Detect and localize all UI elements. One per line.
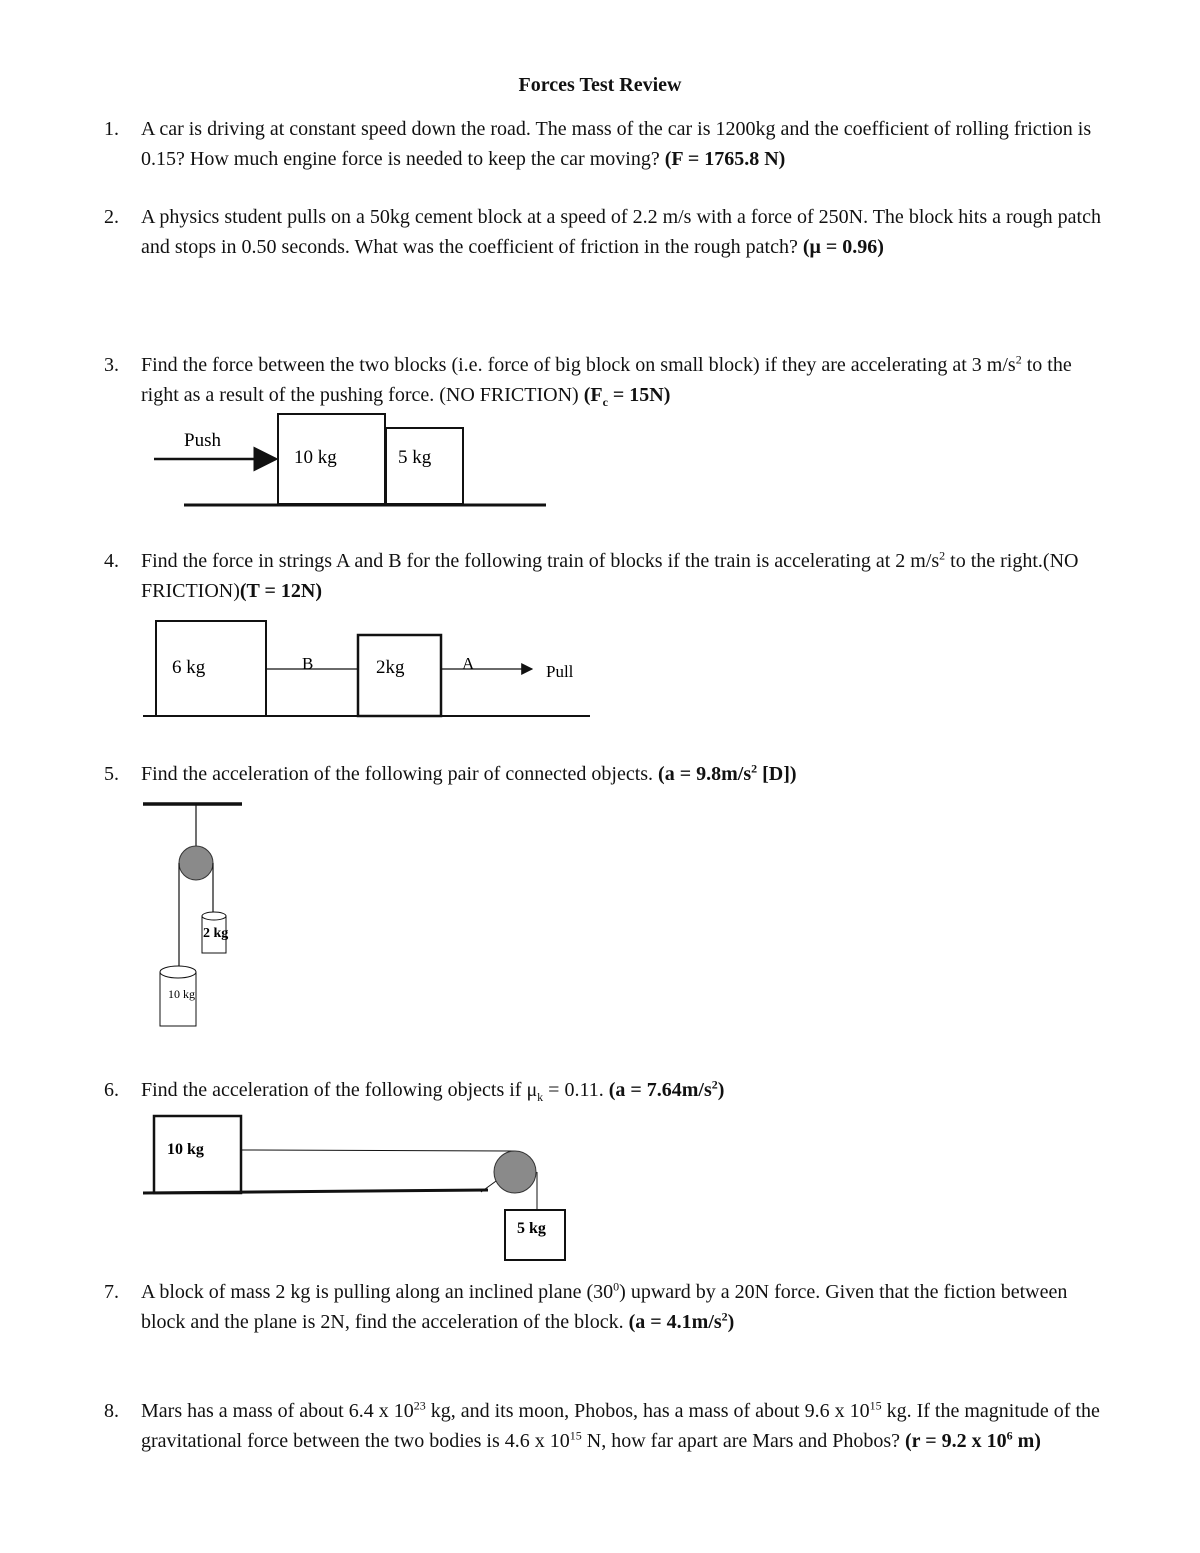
question-body: = 0.11. <box>543 1079 609 1101</box>
question-number: 6. <box>104 1079 119 1101</box>
question-body: A block of mass 2 kg is pulling along an inclined plane (30 <box>141 1281 614 1303</box>
answer-part: (r = 9.2 x 10 <box>905 1429 1007 1452</box>
question-body: kg. If the magnitude of the gravitational force between the two bodies is 4.6 x 10 <box>141 1400 1100 1452</box>
cylinder-top <box>202 912 226 920</box>
superscript: 2 <box>751 761 758 776</box>
block-small-label: 5 kg <box>398 447 432 468</box>
mass-2kg-label: 2 kg <box>203 926 229 941</box>
figure-6-table-pulley <box>143 1116 565 1260</box>
answer-part: (a = 9.8m/s <box>658 763 752 785</box>
answer-part: ) <box>727 1310 735 1333</box>
question-body: ) upward by a 20N force. Given that the fiction between block and the plane is 2N, find the acceleration of the block. <box>141 1281 1068 1333</box>
subscript: k <box>537 1090 544 1104</box>
answer-part: (a = 4.1m/s <box>628 1310 722 1333</box>
superscript: 15 <box>569 1427 582 1442</box>
question-body: Find the force in strings A and B for the following train of blocks if the train is accelerating at 2 m/s <box>141 550 940 572</box>
question-body: Find the acceleration of the following pair of connected objects. <box>141 763 659 785</box>
question-body: kg, and its moon, Phobos, has a mass of about 9.6 x 10 <box>425 1400 870 1422</box>
answer-part: ) <box>717 1079 725 1101</box>
pull-label: Pull <box>546 662 574 681</box>
block-6kg-label: 6 kg <box>172 657 206 678</box>
pulley-wheel <box>179 846 213 880</box>
mass-10kg <box>160 966 196 1026</box>
superscript: 2 <box>939 548 946 563</box>
superscript: 2 <box>1015 352 1022 367</box>
answer: (μ = 0.96) <box>802 235 884 258</box>
question-body: Mars has a mass of about 6.4 x 10 <box>141 1400 414 1422</box>
block-2kg-label: 2kg <box>376 657 405 678</box>
push-label: Push <box>184 430 221 451</box>
block-5kg-label: 5 kg <box>517 1220 546 1237</box>
question-number: 5. <box>104 763 119 785</box>
rope-horizontal <box>241 1150 515 1151</box>
question-number: 4. <box>104 550 119 572</box>
question-body: Find the acceleration of the following objects if μ <box>141 1079 538 1101</box>
superscript: 6 <box>1006 1427 1013 1442</box>
answer: (T = 12N) <box>239 579 323 602</box>
question-body: N, how far apart are Mars and Phobos? <box>581 1429 906 1452</box>
question-body: to the right as a result of the pushing force. (NO FRICTION) <box>141 354 1072 406</box>
superscript: 0 <box>613 1279 620 1294</box>
question-number: 2. <box>104 206 119 228</box>
subscript: c <box>602 394 608 409</box>
question-body: A physics student pulls on a 50kg cement block at a speed of 2.2 m/s with a force of 250N. The block hits a rough patch and stops in 0.50 seconds. What was the coefficient of friction in the rough patch? <box>141 206 1101 258</box>
mass-10kg-label: 10 kg <box>168 987 195 1001</box>
block-large-label: 10 kg <box>294 447 337 468</box>
answer: (F = 1765.8 N) <box>664 147 786 170</box>
superscript: 2 <box>721 1308 728 1323</box>
pulley-wheel <box>494 1151 536 1193</box>
answer-part: = 15N) <box>607 383 671 406</box>
block-10kg-label: 10 kg <box>167 1141 204 1158</box>
figure-4-block-train <box>143 621 590 716</box>
string-b-label: B <box>302 654 314 673</box>
superscript: 23 <box>413 1398 426 1413</box>
figure-3-push-blocks <box>154 414 546 505</box>
question-number: 1. <box>104 118 119 140</box>
question-number: 3. <box>104 354 119 376</box>
string-a-label: A <box>462 654 475 673</box>
superscript: 15 <box>869 1398 882 1413</box>
page-title: Forces Test Review <box>518 74 682 96</box>
answer-part: (F <box>583 383 603 406</box>
mass-2kg <box>202 912 228 953</box>
figure-5-atwood-machine <box>143 804 242 1026</box>
question-body: Find the force between the two blocks (i.e. force of big block on small block) if they are accelerating at 3 m/s <box>141 354 1016 376</box>
question-body: A car is driving at constant speed down the road. The mass of the car is 1200kg and the coefficient of rolling friction is 0.15? How much engine force is needed to keep the car moving? <box>141 118 1092 170</box>
answer-part: (a = 7.64m/s <box>608 1079 712 1101</box>
superscript: 2 <box>711 1077 718 1092</box>
question-number: 8. <box>104 1400 119 1422</box>
answer-part: m) <box>1012 1429 1041 1452</box>
cylinder-top <box>160 966 196 978</box>
question-number: 7. <box>104 1281 119 1303</box>
question-body: to the right.(NO FRICTION) <box>141 550 1079 602</box>
answer-part: [D]) <box>757 763 797 785</box>
